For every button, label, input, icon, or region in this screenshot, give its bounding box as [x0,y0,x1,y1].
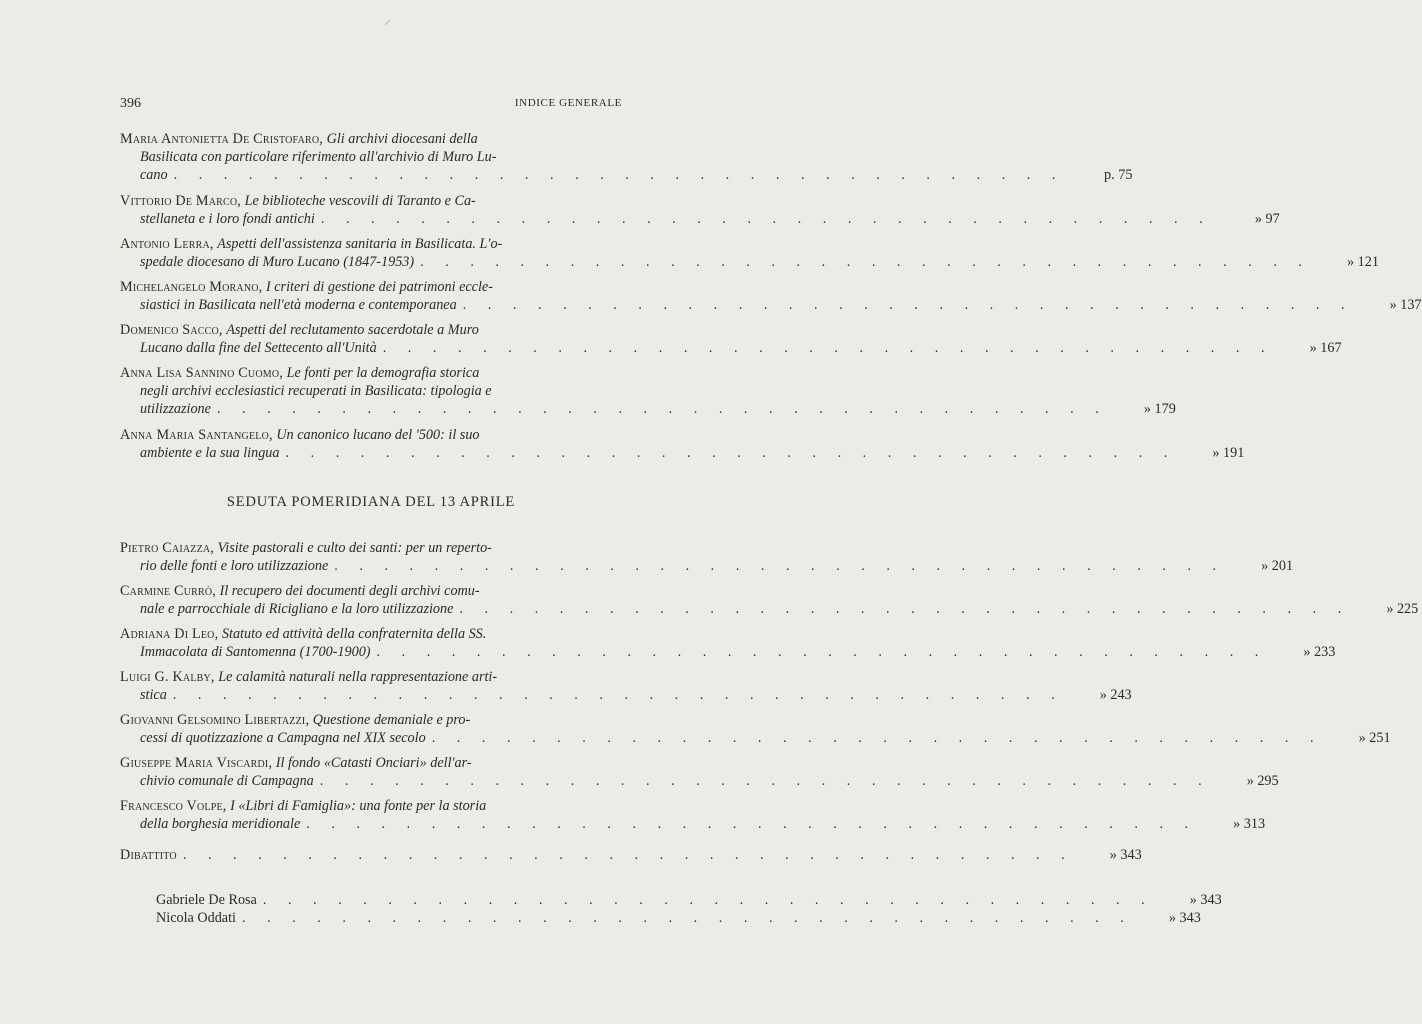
toc-entry-speaker [120,891,1222,909]
article-title-line: I criteri di gestione dei patrimoni eccle- [265,279,493,295]
author-name: Luigi G. Kalby, [120,669,215,685]
page-reference: » 179 [1143,401,1176,417]
page-reference: » 201 [1261,558,1294,574]
article-title-line: Le fonti per la demografia storica [286,365,480,381]
author-name: Maria Antonietta De Cristofaro, [120,131,324,147]
article-title-line: Statuto ed attività della confraternita della SS. [221,626,487,642]
page-reference: » 191 [1212,445,1245,461]
speaker-name: Nicola Oddati [156,910,236,926]
article-title-line: Aspetti del reclutamento sacerdotale a Muro [226,322,479,338]
article-title-line: Le biblioteche vescovili di Taranto e Ca- [244,193,476,209]
article-title-line: cano [140,167,168,183]
author-name: Anna Maria Santangelo, [120,427,273,443]
page-reference: » 313 [1233,816,1266,832]
section-heading: SEDUTA POMERIDIANA DEL 13 APRILE [226,494,516,510]
article-title-line: cessi di quotizzazione a Campagna nel XIX secolo [140,730,426,746]
article-title-line: rio delle fonti e loro utilizzazione [140,558,329,574]
author-name: Francesco Volpe, [120,798,227,814]
article-title-line: Il recupero dei documenti degli archivi comu- [219,583,480,599]
author-name: Domenico Sacco, [120,322,223,338]
dot-leader: . . . . . . . . . . . . . . . . . . . . . . . . . . . . . . . . . . . . [285,445,1177,461]
article-title-line: stica [140,687,167,703]
article-title-line: siastici in Basilicata nell'età moderna e contemporanea [140,297,457,313]
page-reference: » 295 [1246,773,1279,789]
article-title-line: chivio comunale di Campagna [140,773,314,789]
speaker-name: Gabriele De Rosa [156,892,257,908]
dot-leader: . . . . . . . . . . . . . . . . . . . . . . . . . . . . . . . . . . . . [241,910,1133,926]
article-title-line: I «Libri di Famiglia»: una fonte per la storia [230,798,487,814]
article-title-line: Gli archivi diocesani della [326,131,478,147]
article-title-line: Visite pastorali e culto dei santi: per un reperto- [217,540,492,556]
running-head-title: INDICE GENERALE [514,97,622,109]
page-reference: » 225 [1386,601,1419,617]
author-name: Giovanni Gelsomino Libertazzi, [120,712,310,728]
corner-mark: ⸝ [384,13,391,28]
dot-leader: . . . . . . . . . . . . . . . . . . . . . . . . . . . . . . . . . . . . [182,847,1074,863]
page-number: 396 [120,96,141,111]
article-title-line: Lucano dalla fine del Settecento all'Unità [140,340,377,356]
dot-leader: . . . . . . . . . . . . . . . . . . . . . . . . . . . . . . . . . . . . [216,401,1108,417]
page-reference: » 343 [1189,892,1222,908]
page-reference: » 137 [1389,297,1422,313]
author-name: Carmine Currò, [120,583,217,599]
author-name: Pietro Caiazza, [120,540,215,556]
toc-entry [120,426,1245,462]
article-title-line: ambiente e la sua lingua [140,445,280,461]
author-name: Michelangelo Morano, [120,279,263,295]
toc-entry [120,192,1280,228]
article-title-line: Aspetti dell'assistenza sanitaria in Basilicata. L'o- [217,236,503,252]
dot-leader: . . . . . . . . . . . . . . . . . . . . . . . . . . . . . . . . . . . . [420,254,1311,270]
dot-leader: . . . . . . . . . . . . . . . . . . . . . . . . . . . . . . . . . . . . [306,816,1198,832]
page-reference: » 121 [1347,254,1379,270]
dot-leader: . . . . . . . . . . . . . . . . . . . . . . . . . . . . . . . . . . . . [320,211,1212,227]
article-title-line: della borghesia meridionale [140,816,301,832]
toc-entry [120,797,1266,833]
article-title-line: Il fondo «Catasti Onciari» dell'ar- [275,755,472,771]
article-title-line: stellaneta e i loro fondi antichi [140,211,315,227]
toc-entry [120,278,1422,314]
page-reference: » 243 [1099,687,1132,703]
page-reference: » 97 [1254,211,1280,227]
article-title-line: Un canonico lucano del '500: il suo [276,427,480,443]
article-title-line: utilizzazione [140,401,211,417]
running-head [120,96,622,118]
article-title-line: Le calamità naturali nella rappresentazione arti- [218,669,498,685]
dibattito-label: Dibattito [120,847,177,863]
toc-entry-dibattito [120,846,1142,864]
toc-entry-speaker [120,909,1201,927]
dot-leader: . . . . . . . . . . . . . . . . . . . . . . . . . . . . . . . . . . . . [382,340,1274,356]
toc-entry [120,625,1336,661]
page-reference: p. 75 [1104,167,1133,183]
dot-leader: . . . . . . . . . . . . . . . . . . . . . . . . . . . . . . . . . . . . [173,167,1065,183]
author-name: Anna Lisa Sannino Cuomo, [120,365,284,381]
page-reference: » 233 [1303,644,1336,660]
article-title-line: negli archivi ecclesiastici recuperati in Basilicata: tipologia e [140,383,492,399]
dot-leader: . . . . . . . . . . . . . . . . . . . . . . . . . . . . . . . . . . . . [319,773,1211,789]
toc-entry [120,235,1379,271]
author-name: Antonio Lerra, [120,236,214,252]
toc-entry [120,364,1176,418]
toc-entry [120,668,1132,704]
toc-entry [120,321,1342,357]
article-title-line: Immacolata di Santomenna (1700-1900) [140,644,371,660]
toc-entry [120,582,1419,618]
author-name: Adriana Di Leo, [120,626,219,642]
dot-leader: . . . . . . . . . . . . . . . . . . . . . . . . . . . . . . . . . . . . [459,601,1351,617]
dot-leader: . . . . . . . . . . . . . . . . . . . . . . . . . . . . . . . . . . . . [462,297,1354,313]
page-reference: » 251 [1358,730,1391,746]
toc-entry [120,711,1391,747]
article-title-line: nale e parrocchiale di Ricigliano e la loro utilizzazione [140,601,454,617]
dot-leader: . . . . . . . . . . . . . . . . . . . . . . . . . . . . . . . . . . . . [172,687,1064,703]
dot-leader: . . . . . . . . . . . . . . . . . . . . . . . . . . . . . . . . . . . . [262,892,1154,908]
article-title-line: Questione demaniale e pro- [312,712,471,728]
dot-leader: . . . . . . . . . . . . . . . . . . . . . . . . . . . . . . . . . . . . [431,730,1323,746]
page-reference: » 343 [1168,910,1201,926]
article-title-line: spedale diocesano di Muro Lucano (1847-1953) [140,254,415,270]
article-title-line: Basilicata con particolare riferimento all'archivio di Muro Lu- [140,149,497,165]
toc-entry [120,130,1133,184]
author-name: Giuseppe Maria Viscardi, [120,755,273,771]
page-reference: » 167 [1309,340,1342,356]
page-reference: » 343 [1109,847,1142,863]
author-name: Vittorio De Marco, [120,193,242,209]
toc-entry [120,539,1294,575]
dot-leader: . . . . . . . . . . . . . . . . . . . . . . . . . . . . . . . . . . . . [334,558,1226,574]
dot-leader: . . . . . . . . . . . . . . . . . . . . . . . . . . . . . . . . . . . . [376,644,1268,660]
toc-entry [120,754,1279,790]
